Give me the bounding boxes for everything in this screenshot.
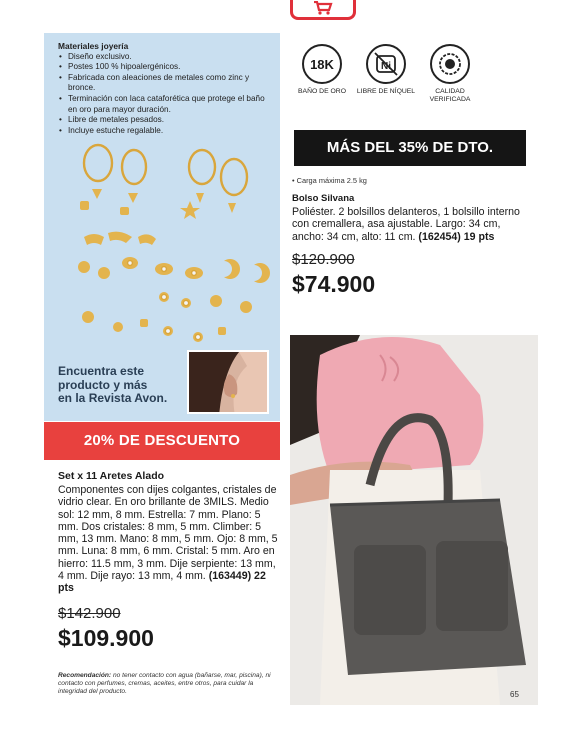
product-code: (162454) 19 pts <box>418 230 495 243</box>
product-description <box>58 484 278 595</box>
earrings-panel <box>44 33 280 421</box>
magazine-promo-text <box>58 365 188 406</box>
materials-item: • Postes 100 % hipoalergénicos. <box>58 62 273 73</box>
nickel-free-icon <box>366 44 406 84</box>
old-price: $142.900 <box>58 604 121 622</box>
materials-item: • Incluye estuche regalable. <box>58 126 273 137</box>
promo-prefix: en la <box>58 391 89 405</box>
badge-label: LIBRE DE NÍQUEL <box>356 88 416 95</box>
verified-quality-badge <box>420 44 480 104</box>
nickel-free-badge <box>356 44 416 96</box>
care-disclaimer <box>58 672 278 696</box>
materials-item: • Libre de metales pesados. <box>58 115 273 126</box>
old-price: $120.900 <box>292 250 355 268</box>
18k-gold-badge-icon <box>302 44 342 84</box>
bag-model-photo <box>290 335 538 705</box>
capacity-note: • Carga máxima 2.5 kg <box>292 176 367 185</box>
product-code: (163449) 22 pts <box>58 570 266 595</box>
new-price: $74.900 <box>292 270 376 297</box>
shopping-cart-icon <box>313 1 333 15</box>
materials-title: Materiales joyería <box>58 41 129 51</box>
materials-item: • Terminación con laca cataforética que protege el baño en oro para mayor duración. <box>58 94 273 115</box>
bag-product-info <box>292 176 524 298</box>
cart-tab[interactable] <box>290 0 356 20</box>
promo-line <box>58 392 188 406</box>
materials-item: • Diseño exclusivo. <box>58 52 273 63</box>
earrings-product-info <box>58 470 278 652</box>
verified-quality-icon <box>430 44 470 84</box>
badge-text: Ni <box>381 61 391 72</box>
badge-label: BAÑO DE ORO <box>298 88 346 95</box>
page-number: 65 <box>510 690 519 699</box>
description-text: Componentes con dijes colgantes, cristales de vidrio clear. En oro brillante de 3MILS. Medio sol: 12 mm, 8 mm. Estrella: 7 mm. Plano: 5 mm. Dos cristales: 8 mm, 5 mm. Climber: 5 mm, 13 mm. Mano: 8 mm, 5 mm. Ojo: 8 mm, 5 mm. Luna: 8 mm, 6 mm. Cristal: 5 mm. Aro en hierro: 11.5 mm, 3 mm. Dije serpiente: 13 mm, 4 mm. Dije rayo: 13 mm, 4 mm. <box>58 484 278 583</box>
product-title: Bolso Silvana <box>292 193 355 204</box>
discount-banner-dark: MÁS DEL 35% DE DTO. <box>294 130 526 166</box>
promo-line: Encuentra este <box>58 364 145 378</box>
quality-badges <box>292 44 492 114</box>
product-title: Set x 11 Aretes Alado <box>58 470 165 482</box>
materials-box <box>58 41 273 136</box>
disclaimer-text: no tener contacto con agua (bañarse, mar, piscina), ni contacto con perfumes, cremas, aceites, entre otros, para cuidar la integridad del producto. <box>58 672 271 695</box>
gold-plating-badge <box>292 44 352 96</box>
discount-banner: 20% DE DESCUENTO <box>44 422 280 460</box>
description-text: Poliéster. 2 bolsillos delanteros, 1 bolsillo interno con cremallera, asa ajustable. Largo: 34 cm, ancho: 34 cm, alto: 11 cm. <box>292 206 520 243</box>
new-price: $109.900 <box>58 624 154 651</box>
earrings-set-image <box>68 141 288 377</box>
badge-text: 18K <box>310 57 334 72</box>
model-earring-photo <box>187 350 269 414</box>
promo-brand: Revista Avon. <box>88 391 168 405</box>
product-description <box>292 206 524 243</box>
materials-item: • Fabricada con aleaciones de metales como zinc y bronce. <box>58 73 273 94</box>
disclaimer-label: Recomendación: <box>58 672 112 679</box>
badge-label: CALIDAD VERIFICADA <box>429 88 471 103</box>
promo-line: producto y más <box>58 377 148 392</box>
materials-list <box>58 52 273 137</box>
